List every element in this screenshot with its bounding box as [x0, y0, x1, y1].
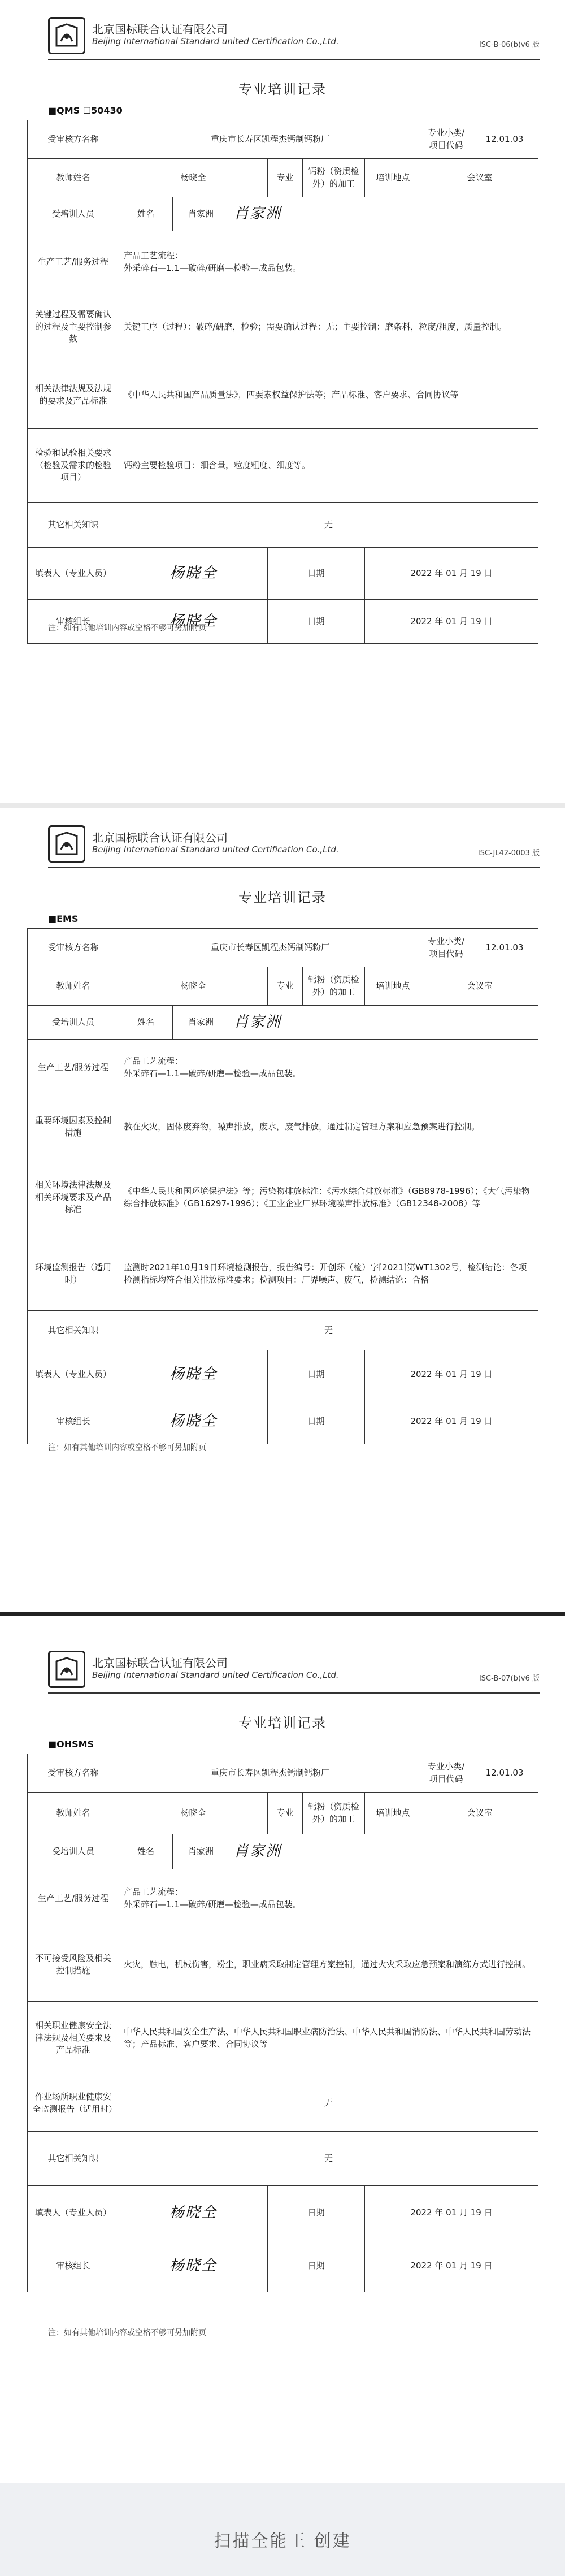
teacher-name: 杨晓全	[119, 967, 268, 1006]
org-name-cn: 北京国标联合认证有限公司	[92, 1656, 228, 1670]
process-value	[119, 231, 538, 293]
training-record-table	[27, 120, 538, 644]
header-rule	[48, 1692, 540, 1694]
trainee-name: 肖家洲	[173, 1834, 229, 1869]
process-line-2: 外采碎石—1.1—破碎/研磨—检验—成品包装。	[124, 1068, 301, 1079]
letterhead	[48, 17, 540, 57]
specialty-short-label: 专业	[268, 159, 303, 197]
teacher-name: 杨晓全	[119, 1793, 268, 1834]
footnote: 注：如有其他培训内容或空格不够可另加附页	[48, 1443, 206, 1452]
location-label: 培训地点	[365, 159, 421, 197]
row-label: 不可接受风险及相关控制措施	[28, 1928, 119, 2002]
process-line-1: 产品工艺流程：	[124, 1055, 184, 1066]
certification-logo-icon	[48, 17, 85, 54]
reviewer-label: 审核组长	[28, 2240, 119, 2292]
trainee-signature	[229, 1834, 538, 1869]
filler-signature	[119, 1350, 268, 1399]
date-label: 日期	[268, 600, 365, 644]
teacher-label: 教师姓名	[28, 1793, 119, 1834]
row-value: 教在火灾，固体废弃物，噪声排放，废水，废气排放，通过制定管理方案和应急预案进行控制。	[119, 1096, 538, 1158]
customer-label: 受审核方名称	[28, 929, 119, 967]
filler-signature	[119, 548, 268, 600]
page-title: 专业培训记录	[238, 1715, 327, 1731]
name-label: 姓名	[119, 1834, 173, 1869]
process-label: 生产工艺/服务过程	[28, 1040, 119, 1096]
fill-date: 2022 年 01 月 19 日	[365, 1350, 538, 1399]
other-value: 无	[119, 503, 538, 548]
row-value: 关键工序（过程）：破碎/研磨，检验；需要确认过程：无；主要控制：磨条料，粒度/粗度，质量控制。	[119, 293, 538, 361]
filler-signature-text: 杨晓全	[169, 564, 217, 582]
fill-date: 2022 年 01 月 19 日	[365, 548, 538, 600]
row-value: 无	[119, 2075, 538, 2132]
page-title: 专业培训记录	[238, 890, 327, 906]
org-name-en: Beijing International Standard united Certification Co.,Ltd.	[92, 1670, 339, 1680]
filler-label: 填表人（专业人员）	[28, 1350, 119, 1399]
reviewer-signature	[119, 2240, 268, 2292]
filler-signature	[119, 2186, 268, 2240]
reviewer-label: 审核组长	[28, 1399, 119, 1444]
trainee-signature-text: 肖家洲	[234, 205, 282, 222]
filler-signature-text: 杨晓全	[169, 2203, 217, 2221]
customer-label: 受审核方名称	[28, 1754, 119, 1793]
scanner-app-name: 扫描全能王 创建	[214, 2531, 351, 2551]
row-label: 相关职业健康安全法律法规及相关要求及产品标准	[28, 2002, 119, 2075]
review-date: 2022 年 01 月 19 日	[365, 1399, 538, 1444]
specialty-code: 12.01.03	[471, 120, 538, 159]
management-system: ■EMS	[48, 913, 79, 924]
trainee-signature	[229, 197, 538, 231]
scan-edge	[0, 1612, 565, 1616]
management-system: ■QMS ☐50430	[48, 105, 123, 116]
filler-label: 填表人（专业人员）	[28, 2186, 119, 2240]
reviewer-signature-text: 杨晓全	[169, 612, 217, 630]
row-value: 《中华人民共和国产品质量法》，四要素权益保护法等；产品标准、客户要求、合同协议等	[119, 361, 538, 429]
specialty-label: 专业小类/项目代码	[421, 1754, 471, 1793]
customer-value: 重庆市长寿区凯程杰钙制钙粉厂	[119, 120, 421, 159]
reviewer-label: 审核组长	[28, 600, 119, 644]
other-value: 无	[119, 1311, 538, 1350]
training-record-table	[27, 1754, 538, 2292]
row-value: 钙粉主要检验项目：细含量，粒度粗度、细度等。	[119, 429, 538, 503]
scanner-watermark-footer	[0, 2483, 565, 2576]
row-label: 环境监测报告（适用时）	[28, 1237, 119, 1311]
row-value: 火灾，触电，机械伤害，粉尘，职业病采取制定管理方案控制，通过火灾采取应急预案和演练方式进行控制。	[119, 1928, 538, 2002]
process-label: 生产工艺/服务过程	[28, 231, 119, 293]
location-label: 培训地点	[365, 967, 421, 1006]
footnote: 注：如有其他培训内容或空格不够可另加附页	[48, 624, 206, 633]
location-value: 会议室	[421, 159, 538, 197]
org-name-en: Beijing International Standard united Certification Co.,Ltd.	[92, 845, 339, 855]
fill-date: 2022 年 01 月 19 日	[365, 2186, 538, 2240]
management-system: ■OHSMS	[48, 1739, 94, 1750]
process-line-1: 产品工艺流程：	[124, 1886, 184, 1897]
specialty-label: 专业小类/项目代码	[421, 120, 471, 159]
process-line-1: 产品工艺流程：	[124, 250, 184, 261]
row-label: 作业场所职业健康安全监测报告（适用时）	[28, 2075, 119, 2132]
name-label: 姓名	[119, 1006, 173, 1040]
document-number: ISC-B-07(b)v6 版	[479, 1674, 540, 1683]
other-label: 其它相关知识	[28, 503, 119, 548]
certification-logo-icon	[48, 1651, 85, 1688]
trainee-signature-text: 肖家洲	[234, 1013, 282, 1031]
row-label: 检验和试验相关要求（检验及需求的检验项目）	[28, 429, 119, 503]
row-value: 中华人民共和国安全生产法、中华人民共和国职业病防治法、中华人民共和国消防法、中华人民共和国劳动法等；产品标准、客户要求、合同协议等	[119, 2002, 538, 2075]
date-label: 日期	[268, 548, 365, 600]
page-title: 专业培训记录	[238, 81, 327, 97]
row-label: 重要环境因素及控制措施	[28, 1096, 119, 1158]
filler-signature-text: 杨晓全	[169, 1365, 217, 1383]
review-date: 2022 年 01 月 19 日	[365, 600, 538, 644]
trainee-signature-text: 肖家洲	[234, 1842, 282, 1860]
role-value: 钙粉（资质检外）的加工	[303, 159, 365, 197]
record-page-1	[0, 0, 565, 803]
other-label: 其它相关知识	[28, 1311, 119, 1350]
filler-label: 填表人（专业人员）	[28, 548, 119, 600]
row-label: 关键过程及需要确认的过程及主要控制参数	[28, 293, 119, 361]
header-rule	[48, 59, 540, 60]
reviewer-signature-text: 杨晓全	[169, 1412, 217, 1430]
location-value: 会议室	[421, 967, 538, 1006]
row-value: 监测时2021年10月19日环境检测报告，报告编号：开创环（检）字[2021]第WT1302号，检测结论：各项检测指标均符合相关排放标准要求；检测项目：厂界噪声、废气，检测结论：合格	[119, 1237, 538, 1311]
org-name-en: Beijing International Standard united Certification Co.,Ltd.	[92, 36, 339, 46]
location-value: 会议室	[421, 1793, 538, 1834]
trainee-name: 肖家洲	[173, 1006, 229, 1040]
customer-value: 重庆市长寿区凯程杰钙制钙粉厂	[119, 1754, 421, 1793]
row-label: 相关环境法律法规及相关环境要求及产品标准	[28, 1158, 119, 1237]
process-line-2: 外采碎石—1.1—破碎/研磨—检验—成品包装。	[124, 262, 301, 273]
specialty-short-label: 专业	[268, 1793, 303, 1834]
date-label: 日期	[268, 2240, 365, 2292]
reviewer-signature	[119, 1399, 268, 1444]
document-number: ISC-B-06(b)v6 版	[479, 41, 540, 49]
customer-value: 重庆市长寿区凯程杰钙制钙粉厂	[119, 929, 421, 967]
trainee-label: 受培训人员	[28, 197, 119, 231]
footnote: 注：如有其他培训内容或空格不够可另加附页	[48, 2328, 206, 2337]
reviewer-signature-text: 杨晓全	[169, 2257, 217, 2274]
date-label: 日期	[268, 1350, 365, 1399]
process-line-2: 外采碎石—1.1—破碎/研磨—检验—成品包装。	[124, 1899, 301, 1910]
letterhead	[48, 825, 540, 865]
customer-label: 受审核方名称	[28, 120, 119, 159]
page-separator	[0, 803, 565, 808]
row-value: 《中华人民共和国环境保护法》等；污染物排放标准：《污水综合排放标准》（GB8978-1996）；《大气污染物综合排放标准》（GB16297-1996）；《工业企业厂界环境噪声排放标准》（GB12348-2008）等	[119, 1158, 538, 1237]
location-label: 培训地点	[365, 1793, 421, 1834]
date-label: 日期	[268, 2186, 365, 2240]
other-value: 无	[119, 2132, 538, 2186]
specialty-short-label: 专业	[268, 967, 303, 1006]
letterhead	[48, 1651, 540, 1690]
process-value	[119, 1040, 538, 1096]
record-page-2	[0, 808, 565, 1611]
trainee-name: 肖家洲	[173, 197, 229, 231]
document-number: ISC-JL42-0003 版	[477, 849, 540, 858]
certification-logo-icon	[48, 825, 85, 863]
record-page-3	[0, 1617, 565, 2482]
process-label: 生产工艺/服务过程	[28, 1869, 119, 1928]
trainee-label: 受培训人员	[28, 1834, 119, 1869]
role-value: 钙粉（资质检外）的加工	[303, 1793, 365, 1834]
specialty-code: 12.01.03	[471, 929, 538, 967]
header-rule	[48, 867, 540, 868]
training-record-table	[27, 928, 538, 1444]
date-label: 日期	[268, 1399, 365, 1444]
teacher-label: 教师姓名	[28, 967, 119, 1006]
other-label: 其它相关知识	[28, 2132, 119, 2186]
role-value: 钙粉（资质检外）的加工	[303, 967, 365, 1006]
name-label: 姓名	[119, 197, 173, 231]
review-date: 2022 年 01 月 19 日	[365, 2240, 538, 2292]
specialty-code: 12.01.03	[471, 1754, 538, 1793]
specialty-label: 专业小类/项目代码	[421, 929, 471, 967]
trainee-label: 受培训人员	[28, 1006, 119, 1040]
process-value	[119, 1869, 538, 1928]
org-name-cn: 北京国标联合认证有限公司	[92, 831, 228, 845]
row-label: 相关法律法规及法规的要求及产品标准	[28, 361, 119, 429]
teacher-name: 杨晓全	[119, 159, 268, 197]
trainee-signature	[229, 1006, 538, 1040]
teacher-label: 教师姓名	[28, 159, 119, 197]
org-name-cn: 北京国标联合认证有限公司	[92, 23, 228, 36]
